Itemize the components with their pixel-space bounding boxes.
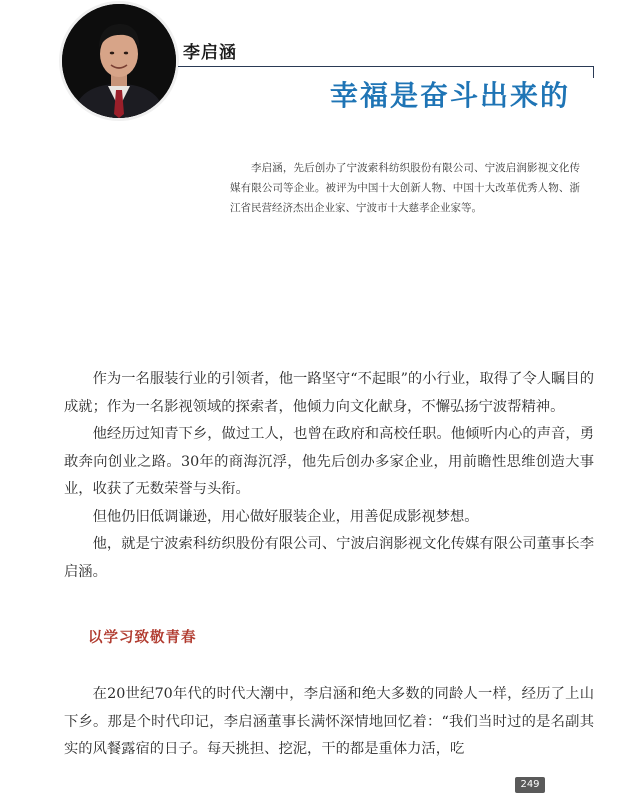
author-portrait [62, 4, 176, 118]
article-body [64, 366, 594, 586]
body-paragraph: 他经历过知青下乡，做过工人，也曾在政府和高校任职。他倾听内心的声音，勇敢奔向创业之路。30年的商海沉浮，他先后创办多家企业，用前瞻性思维创造大事业，收获了无数荣誉与头衔。 [64, 426, 594, 497]
author-name: 李启涵 [183, 43, 237, 63]
article-title: 幸福是奋斗出来的 [330, 79, 571, 112]
body-paragraph: 但他仍旧低调谦逊，用心做好服装企业，用善促成影视梦想。 [92, 508, 479, 525]
section-paragraph: 在20世纪70年代的时代大潮中，李启涵和绝大多数的同龄人一样，经历了上山下乡。那是个时代印记，李启涵董事长满怀深情地回忆着：“我们当时过的是名副其实的风餐露宿的日子。每天挑担、挖泥，干的都是重体力活，吃 [64, 686, 594, 757]
section-heading: 以学习致敬青春 [88, 630, 197, 646]
header-divider [178, 66, 594, 67]
author-intro: 李启涵，先后创办了宁波索科纺织股份有限公司、宁波启润影视文化传媒有限公司等企业。被评为中国十大创新人物、中国十大改革优秀人物、浙江省民营经济杰出企业家、宁波市十大慈孝企业家等。 [230, 162, 580, 214]
section-body [64, 681, 594, 764]
body-paragraph: 他，就是宁波索科纺织股份有限公司、宁波启润影视文化传媒有限公司董事长李启涵。 [64, 536, 594, 580]
body-paragraph: 作为一名服装行业的引领者，他一路坚守“不起眼”的小行业，取得了令人瞩目的成就；作为一名影视领域的探索者，他倾力向文化献身，不懈弘扬宁波帮精神。 [64, 371, 594, 415]
header-divider-tick [593, 66, 595, 78]
portrait-image [62, 4, 176, 118]
page-number: 249 [515, 777, 545, 793]
